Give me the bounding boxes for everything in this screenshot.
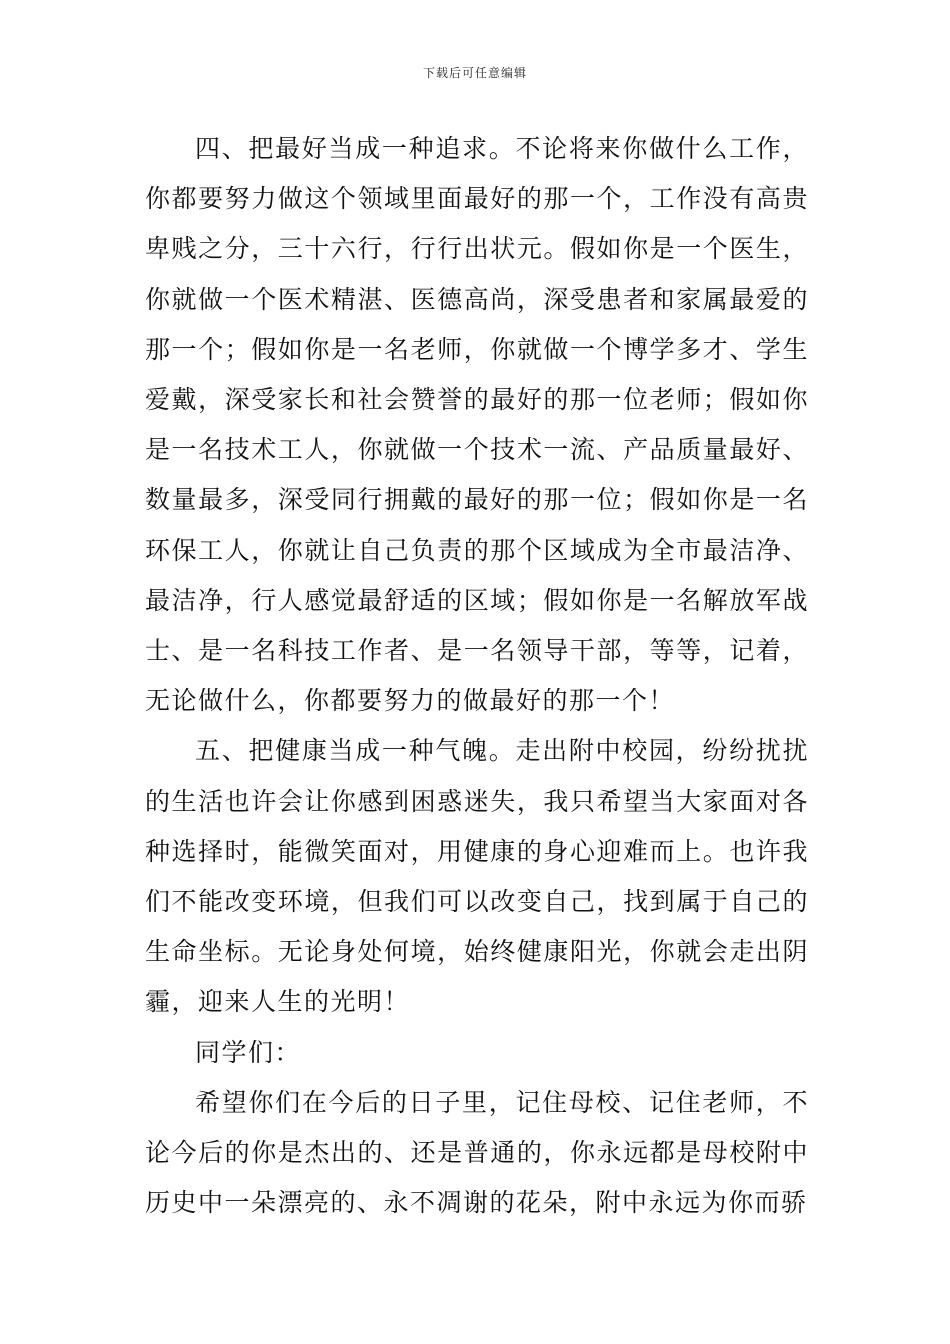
paragraph-hope: 希望你们在今后的日子里，记住母校、记住老师，不论今后的你是杰出的、还是普通的，你永远都是母校附中历史中一朵漂亮的、永不凋谢的花朵，附中永远为你而骄 — [145, 1087, 809, 1218]
paragraph-health: 五、把健康当成一种气魄。走出附中校园，纷纷扰扰的生活也许会让你感到困惑迷失，我只希望当大家面对各种选择时，能微笑面对，用健康的身心迎难而上。也许我们不能改变环境，但我们可以改变自己，找到属于自己的生命坐标。无论身处何境，始终健康阳光，你就会走出阴霾，迎来人生的光明！ — [145, 736, 809, 1017]
paragraph-pursuit-of-best: 四、把最好当成一种追求。不论将来你做什么工作，你都要努力做这个领域里面最好的那一个，工作没有高贵卑贱之分，三十六行，行行出状元。假如你是一个医生，你就做一个医术精湛、医德高尚，深受患者和家属最爱的那一个；假如你是一名老师，你就做一个博学多才、学生爱戴，深受家长和社会赞誉的最好的那一位老师；假如你是一名技术工人，你就做一个技术一流、产品质量最好、数量最多，深受同行拥戴的最好的那一位；假如你是一名环保工人，你就让自己负责的那个区域成为全市最洁净、最洁净，行人感觉最舒适的区域；假如你是一名解放军战士、是一名科技工作者、是一名领导干部，等等，记着，无论做什么，你都要努力的做最好的那一个！ — [145, 134, 809, 716]
document-body — [145, 124, 809, 1228]
paragraph-salutation: 同学们： — [195, 1037, 302, 1067]
page-header: 下载后可任意编辑 — [422, 66, 527, 80]
